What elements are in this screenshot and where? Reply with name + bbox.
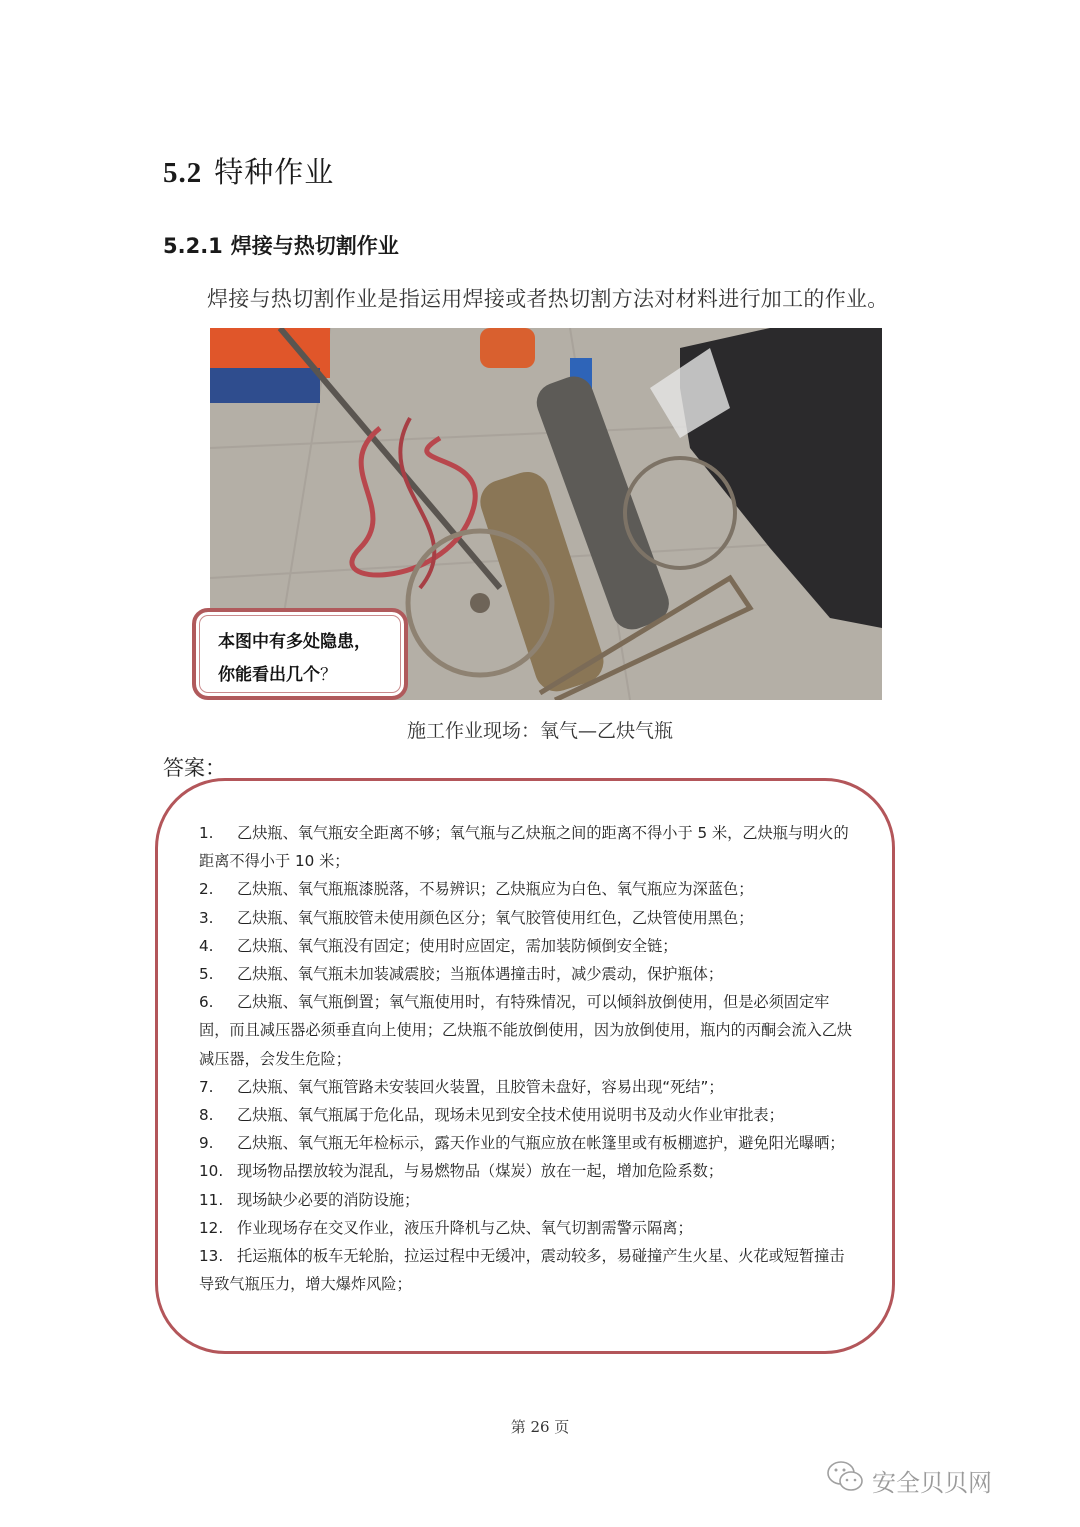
answer-item: 11. 现场缺少必要的消防设施；	[199, 1190, 420, 1209]
photo-caption: 施工作业现场：氧气—乙炔气瓶	[406, 720, 673, 742]
subsection-number: 5.2.1	[163, 234, 223, 258]
section-title: 特种作业	[214, 155, 335, 189]
answer-item: 6. 乙炔瓶、氧气瓶倒置；氧气瓶使用时，有特殊情况，可以倾斜放倒使用，但是必须固定牢固，而且减压器必须垂直向上使用；乙炔瓶不能放倒使用，因为放倒使用，瓶内的丙酮会流入乙炔减压器，会发生危险；	[199, 993, 853, 1068]
watermark	[826, 1460, 992, 1500]
hazard-callout	[192, 608, 408, 700]
answer-item: 3. 乙炔瓶、氧气瓶胶管未使用颜色区分；氧气胶管使用红色，乙炔管使用黑色；	[199, 908, 754, 927]
answer-item: 9. 乙炔瓶、氧气瓶无年检标示，露天作业的气瓶应放在帐篷里或有板棚遮护，避免阳光曝晒；	[199, 1134, 845, 1153]
subsection-heading	[163, 230, 399, 260]
section-number: 5.2	[163, 157, 203, 189]
watermark-text: 安全贝贝网	[872, 1468, 992, 1497]
section-heading	[163, 150, 334, 191]
callout-line-1: 本图中有多处隐患，	[218, 632, 371, 652]
intro-paragraph: 焊接与热切割作业是指运用焊接或者热切割方法对材料进行加工的作业。	[207, 287, 889, 311]
page-number: 第 26 页	[510, 1418, 570, 1436]
wechat-icon	[826, 1460, 866, 1500]
answer-item: 7. 乙炔瓶、氧气瓶管路未安装回火装置，且胶管未盘好，容易出现“死结”；	[199, 1077, 724, 1096]
callout-line-2: 你能看出几个？	[218, 665, 337, 685]
answer-label: 答案：	[163, 756, 226, 780]
answer-item: 10. 现场物品摆放较为混乱，与易燃物品（煤炭）放在一起，增加危险系数；	[199, 1162, 723, 1181]
answer-list	[199, 819, 859, 1298]
answer-item: 5. 乙炔瓶、氧气瓶未加装减震胶；当瓶体遇撞击时，减少震动，保护瓶体；	[199, 965, 723, 984]
answer-item: 1. 乙炔瓶、氧气瓶安全距离不够；氧气瓶与乙炔瓶之间的距离不得小于 5 米，乙炔瓶与明火的距离不得小于 10 米；	[199, 824, 849, 871]
answer-item: 12. 作业现场存在交叉作业，液压升降机与乙炔、氧气切割需警示隔离；	[199, 1218, 693, 1237]
answer-item: 8. 乙炔瓶、氧气瓶属于危化品，现场未见到安全技术使用说明书及动火作业审批表；	[199, 1106, 784, 1125]
answer-item: 2. 乙炔瓶、氧气瓶瓶漆脱落，不易辨识；乙炔瓶应为白色、氧气瓶应为深蓝色；	[199, 880, 754, 899]
answer-item: 4. 乙炔瓶、氧气瓶没有固定；使用时应固定，需加装防倾倒安全链；	[199, 936, 678, 955]
subsection-title: 焊接与热切割作业	[230, 234, 399, 258]
answer-item: 13. 托运瓶体的板车无轮胎，拉运过程中无缓冲，震动较多，易碰撞产生火星、火花或短暂撞击导致气瓶压力，增大爆炸风险；	[199, 1247, 845, 1294]
